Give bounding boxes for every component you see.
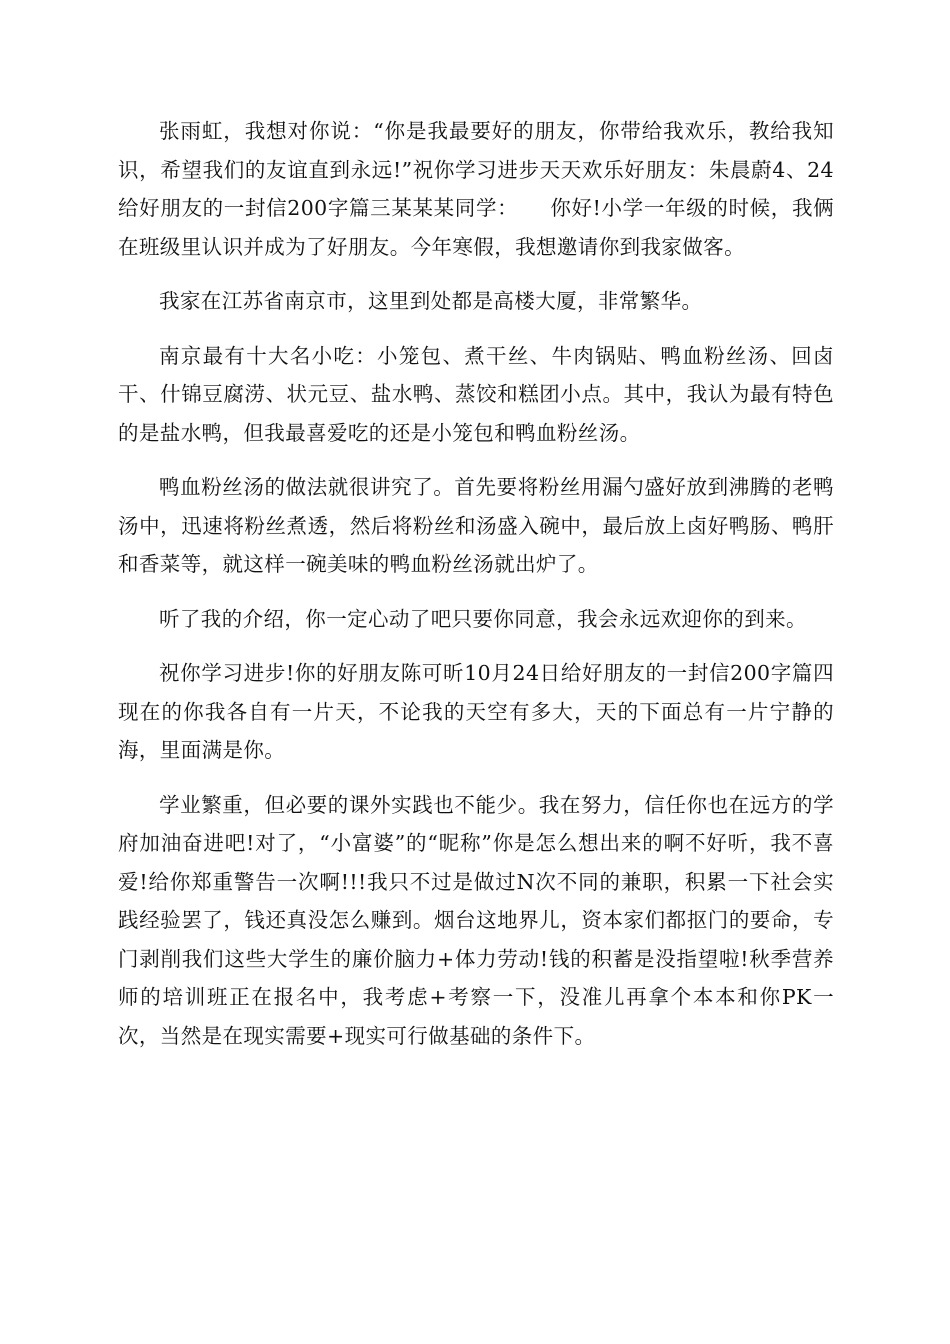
paragraph-4: 鸭血粉丝汤的做法就很讲究了。首先要将粉丝用漏勺盛好放到沸腾的老鸭汤中，迅速将粉丝煮透，然后将粉丝和汤盛入碗中，最后放上卤好鸭肠、鸭肝和香菜等，就这样一碗美味的鸭血粉丝汤就出炉了。 bbox=[118, 475, 834, 576]
paragraph-2: 我家在江苏省南京市，这里到处都是高楼大厦，非常繁华。 bbox=[159, 289, 703, 313]
paragraph-3: 南京最有十大名小吃：小笼包、煮干丝、牛肉锅贴、鸭血粉丝汤、回卤干、什锦豆腐涝、状元豆、盐水鸭、蒸饺和糕团小点。其中，我认为最有特色的是盐水鸭，但我最喜爱吃的还是小笼包和鸭血粉丝汤。 bbox=[118, 343, 834, 445]
paragraph-1: 张雨虹，我想对你说：“你是我最要好的朋友，你带给我欢乐，教给我知识，希望我们的友谊直到永远!”祝你学习进步天天欢乐好朋友：朱晨蔚4、24给好朋友的一封信200字篇三某某某同学： 你好!小学一年级的时候，我俩在班级里认识并成为了好朋友。今年寒假，我想邀请你到我家做客。 bbox=[118, 119, 834, 259]
paragraph-7: 学业繁重，但必要的课外实践也不能少。我在努力，信任你也在远方的学府加油奋进吧!对了，“小富婆”的“昵称”你是怎么想出来的啊不好听，我不喜爱!给你郑重警告一次啊!!!我只不过是做过N次不同的兼职，积累一下社会实践经验罢了，钱还真没怎么赚到。烟台这地界儿，资本家们都抠门的要命，专门剥削我们这些大学生的廉价脑力+体力劳动!钱的积蓄是没指望啦!秋季营养师的培训班正在报名中，我考虑+考察一下，没准儿再拿个本本和你PK一次，当然是在现实需要+现实可行做基础的条件下。 bbox=[118, 792, 834, 1048]
paragraph-5: 听了我的介绍，你一定心动了吧只要你同意，我会永远欢迎你的到来。 bbox=[159, 606, 807, 631]
document-body bbox=[118, 112, 834, 1071]
paragraph-6: 祝你学习进步!你的好朋友陈可昕10月24日给好朋友的一封信200字篇四现在的你我各自有一片天，不论我的天空有多大，天的下面总有一片宁静的海，里面满是你。 bbox=[118, 661, 834, 762]
